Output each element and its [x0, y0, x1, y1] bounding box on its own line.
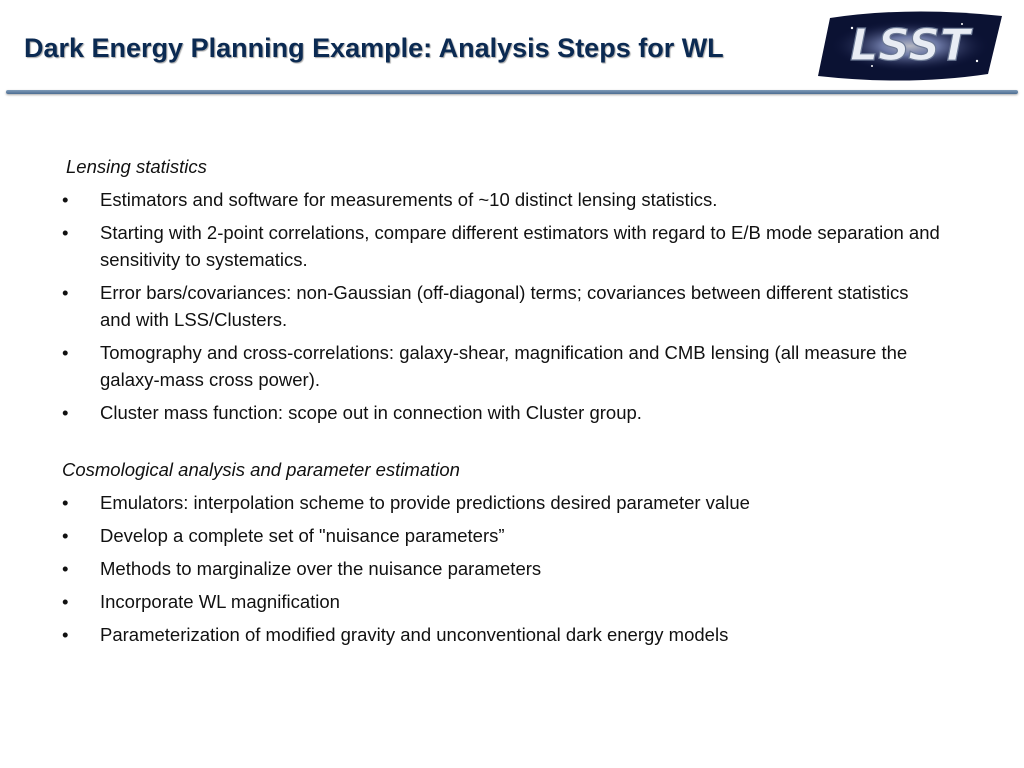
list-item-text: Emulators: interpolation scheme to provide predictions desired parameter value	[100, 492, 750, 513]
bullet-glyph: •	[62, 591, 69, 612]
list-item	[62, 489, 942, 516]
list-item	[62, 522, 942, 549]
list-item-text: Methods to marginalize over the nuisance parameters	[100, 558, 542, 579]
section-heading-cosmological-analysis: Cosmological analysis and parameter estimation	[62, 459, 460, 480]
list-item-text: Estimators and software for measurements of ~10 distinct lensing statistics.	[100, 189, 718, 210]
list-item-text: Develop a complete set of "nuisance parameters”	[100, 525, 505, 546]
section-heading-lensing-statistics: Lensing statistics	[66, 156, 207, 177]
list-item-text: Starting with 2-point correlations, compare different estimators with regard to E/B mode separation and sensitivity to systematics.	[100, 222, 940, 270]
title-underline	[6, 90, 1018, 94]
list-item-text: Parameterization of modified gravity and unconventional dark energy models	[100, 624, 729, 645]
cosmological-analysis-list	[62, 489, 942, 648]
bullet-glyph: •	[62, 402, 69, 423]
bullet-glyph: •	[62, 624, 69, 645]
list-item	[62, 555, 942, 582]
list-item-text: Incorporate WL magnification	[100, 591, 340, 612]
bullet-glyph: •	[62, 492, 69, 513]
lsst-logo	[812, 6, 1008, 86]
bullet-glyph: •	[62, 342, 69, 363]
bullet-glyph: •	[62, 222, 69, 243]
slide-body	[62, 153, 942, 654]
bullet-glyph: •	[62, 282, 69, 303]
list-item	[62, 339, 942, 393]
list-item	[62, 621, 942, 648]
list-item-text: Error bars/covariances: non-Gaussian (off-diagonal) terms; covariances between different statistics and with LSS/Clusters.	[100, 282, 909, 330]
list-item	[62, 399, 942, 426]
list-item-text: Tomography and cross-correlations: galaxy-shear, magnification and CMB lensing (all measure the galaxy-mass cross power).	[100, 342, 908, 390]
list-item	[62, 219, 942, 273]
list-item	[62, 279, 942, 333]
list-item	[62, 186, 942, 213]
lensing-statistics-list	[62, 186, 942, 426]
bullet-glyph: •	[62, 189, 69, 210]
slide-title: Dark Energy Planning Example: Analysis Steps for WL	[24, 33, 724, 63]
list-item	[62, 588, 942, 615]
bullet-glyph: •	[62, 525, 69, 546]
list-item-text: Cluster mass function: scope out in connection with Cluster group.	[100, 402, 642, 423]
svg-text:LSST: LSST	[850, 20, 970, 71]
bullet-glyph: •	[62, 558, 69, 579]
